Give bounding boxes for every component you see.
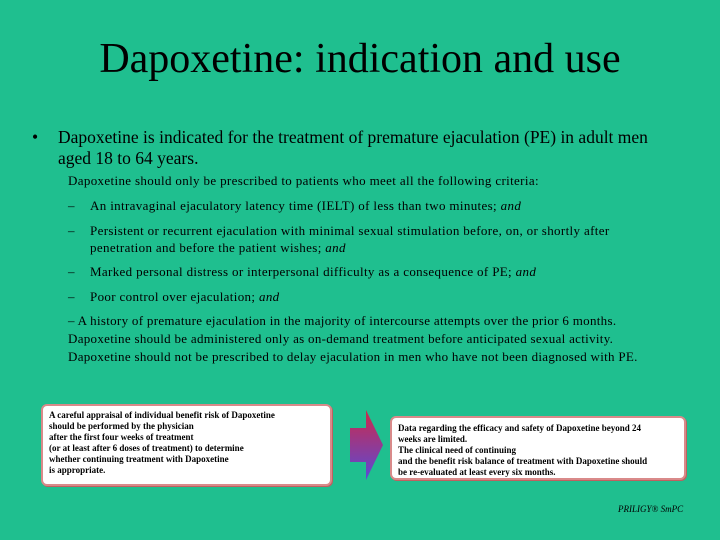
- not-prescribed-statement: Dapoxetine should not be prescribed to delay ejaculation in men who have not been diagnosed with PE.: [68, 349, 638, 365]
- criterion-text: Persistent or recurrent ejaculation with minimal sexual stimulation before, on, or shortly after penetration and before the patient wishes;: [90, 223, 610, 256]
- criterion-text: Poor control over ejaculation;: [90, 289, 256, 304]
- box-line: is appropriate.: [49, 464, 106, 475]
- main-bullet-text: Dapoxetine is indicated for the treatment of premature ejaculation (PE) in adult men aged 18 to 64 years.: [58, 127, 648, 168]
- main-bullet: [32, 127, 672, 168]
- bullet-icon: •: [32, 127, 39, 147]
- criterion-text: An intravaginal ejaculatory latency time (IELT) of less than two minutes;: [90, 198, 498, 213]
- box-line: The clinical need of continuing: [398, 444, 517, 455]
- slide-title: Dapoxetine: indication and use: [99, 36, 621, 82]
- dash-icon: –: [68, 289, 75, 304]
- criterion-2: [68, 222, 668, 257]
- box-line: whether continuing treatment with Dapoxetine: [49, 453, 229, 464]
- criterion-4: [68, 288, 668, 305]
- right-arrow-icon: [350, 408, 384, 482]
- box-line: A careful appraisal of individual benefit risk of Dapoxetine: [49, 410, 275, 420]
- criterion-conjunction: and: [258, 289, 280, 304]
- footer-source: PRILIGY® SmPC: [618, 504, 684, 514]
- dash-icon: –: [68, 223, 75, 238]
- criterion-conjunction: and: [500, 198, 522, 213]
- box-line: Data regarding the efficacy and safety of Dapoxetine beyond 24: [398, 423, 642, 433]
- box-line: be re-evaluated at least every six months.: [398, 466, 556, 477]
- criteria-closing-block: [68, 312, 708, 367]
- criterion-3: [68, 263, 668, 280]
- criteria-intro: Dapoxetine should only be prescribed to patients who meet all the following criteria:: [68, 173, 539, 188]
- box-line: weeks are limited.: [398, 433, 468, 444]
- dash-icon: –: [68, 198, 75, 213]
- appraisal-box: [41, 404, 332, 486]
- box-line: (or at least after 6 doses of treatment) to determine: [49, 442, 244, 453]
- data-limitation-box: [390, 416, 686, 480]
- criterion-1: [68, 197, 668, 214]
- box-line: and the benefit risk balance of treatment with Dapoxetine should: [398, 455, 648, 466]
- dash-icon: –: [68, 264, 75, 279]
- criterion-conjunction: and: [325, 240, 346, 256]
- on-demand-statement: Dapoxetine should be administered only as on-demand treatment before anticipated sexual activity.: [68, 331, 614, 347]
- box-line: should be performed by the physician: [49, 420, 194, 431]
- criterion-text: Marked personal distress or interpersonal difficulty as a consequence of PE;: [90, 264, 513, 279]
- box-line: after the first four weeks of treatment: [49, 431, 194, 442]
- criterion-conjunction: and: [515, 264, 537, 279]
- criterion-5-text: – A history of premature ejaculation in the majority of intercourse attempts over the prior 6 months.: [68, 313, 617, 328]
